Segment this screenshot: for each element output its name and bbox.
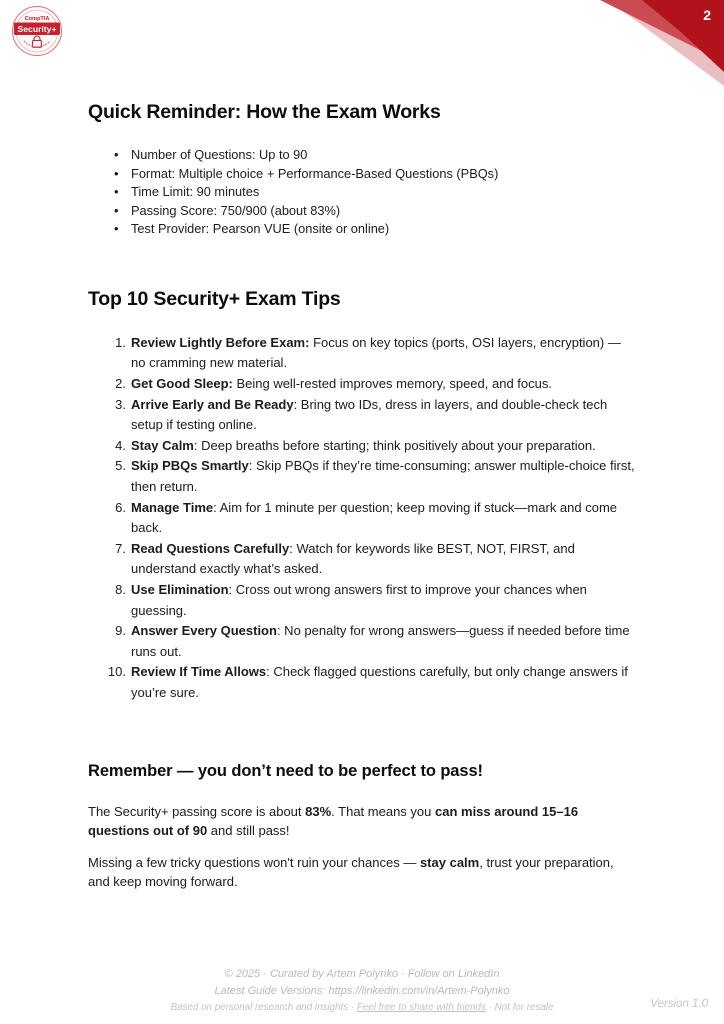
tip-number: 2. <box>115 376 126 391</box>
text-segment: . That means you <box>331 803 435 819</box>
tip-text: : Watch for keywords like BEST, NOT, FIRST, and understand exactly what’s asked. <box>131 540 575 577</box>
tip-number: 3. <box>115 396 126 412</box>
tip-number: 6. <box>115 499 126 515</box>
tip-item <box>88 539 638 580</box>
exam-fact-item: • Test Provider: Pearson VUE (onsite or online) <box>88 220 638 238</box>
page-footer <box>0 966 724 1016</box>
tip-text: : Check flagged questions carefully, but only change answers if you’re sure. <box>131 664 628 700</box>
text-segment: and still pass! <box>207 822 290 838</box>
tip-text: Being well-rested improves memory, speed, and focus. <box>232 376 552 391</box>
text-segment: 83% <box>305 803 332 819</box>
resale-note-text: · Not for resale <box>485 1002 554 1013</box>
disclaimer-text: Based on personal research and insights · <box>170 1002 357 1013</box>
tip-lead: Use Elimination <box>131 581 229 597</box>
tip-text: : No penalty for wrong answers—guess if needed before time runs out. <box>131 623 630 659</box>
logo-brand-text: CompTIA <box>24 16 50 22</box>
exam-fact-item: • Format: Multiple choice + Performance-Based Questions (PBQs) <box>88 165 638 183</box>
tip-text: Focus on key topics (ports, OSI layers, encryption) — no cramming new material. <box>131 334 621 371</box>
tip-number: 4. <box>115 437 126 453</box>
tip-lead: Read Questions Carefully <box>131 540 290 556</box>
tip-lead: Answer Every Question <box>131 623 277 639</box>
tip-number: 5. <box>115 458 126 474</box>
tip-item <box>88 436 638 457</box>
exam-fact-item: • Passing Score: 750/900 (about 83%) <box>88 202 638 220</box>
tip-number: 8. <box>115 581 126 597</box>
tip-item <box>88 580 638 621</box>
exam-fact-item: • Time Limit: 90 minutes <box>88 183 638 201</box>
tip-number: 10. <box>107 664 126 680</box>
logo-seal-graphic <box>11 5 63 57</box>
footer-credit-line: © 2025 · Curated by Artem Polynko · Follow on LinkedIn <box>224 968 500 980</box>
text-segment: stay calm <box>419 854 480 870</box>
tip-item <box>88 456 638 497</box>
text-segment: , trust your preparation, and keep moving forward. <box>88 854 614 890</box>
tip-number: 7. <box>115 540 126 556</box>
page-number: 2 <box>703 7 711 23</box>
tip-item <box>88 621 638 662</box>
exam-tips-list <box>88 333 638 704</box>
remember-paragraph-2 <box>88 853 637 891</box>
version-label: Version 1.0 <box>650 998 708 1010</box>
page-content <box>88 0 638 891</box>
tip-lead: Review Lightly Before Exam: <box>131 334 310 350</box>
footer-link-line: Latest Guide Versions: https://linkedin.com/in/Artem-Polynko <box>214 985 510 997</box>
tips-section-title: Top 10 Security+ Exam Tips <box>88 288 341 311</box>
reminder-section-title: Quick Reminder: How the Exam Works <box>88 101 441 123</box>
tip-text: : Aim for 1 minute per question; keep moving if stuck—mark and come back. <box>131 499 618 536</box>
exam-fact-item: • Number of Questions: Up to 90 <box>88 146 638 164</box>
logo-product-text: Security+ <box>17 24 57 34</box>
text-segment: Missing a few tricky questions won't ruin your chances — <box>88 854 420 870</box>
tip-number: 1. <box>115 334 126 350</box>
remember-paragraph-1 <box>88 802 637 840</box>
tip-text: : Deep breaths before starting; think positively about your preparation. <box>193 437 596 453</box>
tip-text: : Cross out wrong answers first to improve your chances when guessing. <box>131 581 587 618</box>
text-segment: The Security+ passing score is about <box>88 803 306 819</box>
tip-text: : Skip PBQs if they’re time-consuming; answer multiple-choice first, then return. <box>131 458 635 494</box>
tip-lead: Skip PBQs Smartly <box>131 458 249 474</box>
tip-item <box>88 395 638 436</box>
remember-section-title: Remember — you don’t need to be perfect to pass! <box>88 761 483 780</box>
tip-lead: Arrive Early and Be Ready <box>131 396 294 412</box>
text-segment: can miss around 15–16 questions out of 90 <box>88 803 579 838</box>
tip-lead: Stay Calm <box>131 437 194 453</box>
share-note-text: Feel free to share with friends <box>356 1002 486 1013</box>
tip-text: : Bring two IDs, dress in layers, and double-check tech setup if testing online. <box>131 396 608 433</box>
tip-item <box>88 374 638 395</box>
tip-lead: Manage Time <box>131 499 214 515</box>
tip-item <box>88 498 638 539</box>
comptia-security-plus-logo <box>11 5 63 57</box>
tip-item <box>88 662 638 703</box>
tip-lead: Review If Time Allows <box>131 664 267 680</box>
tip-number: 9. <box>115 623 126 639</box>
tip-item <box>88 333 638 374</box>
exam-facts-list <box>88 146 638 238</box>
footer-disclaimer-line <box>0 1000 724 1016</box>
tip-lead: Get Good Sleep: <box>131 376 233 391</box>
